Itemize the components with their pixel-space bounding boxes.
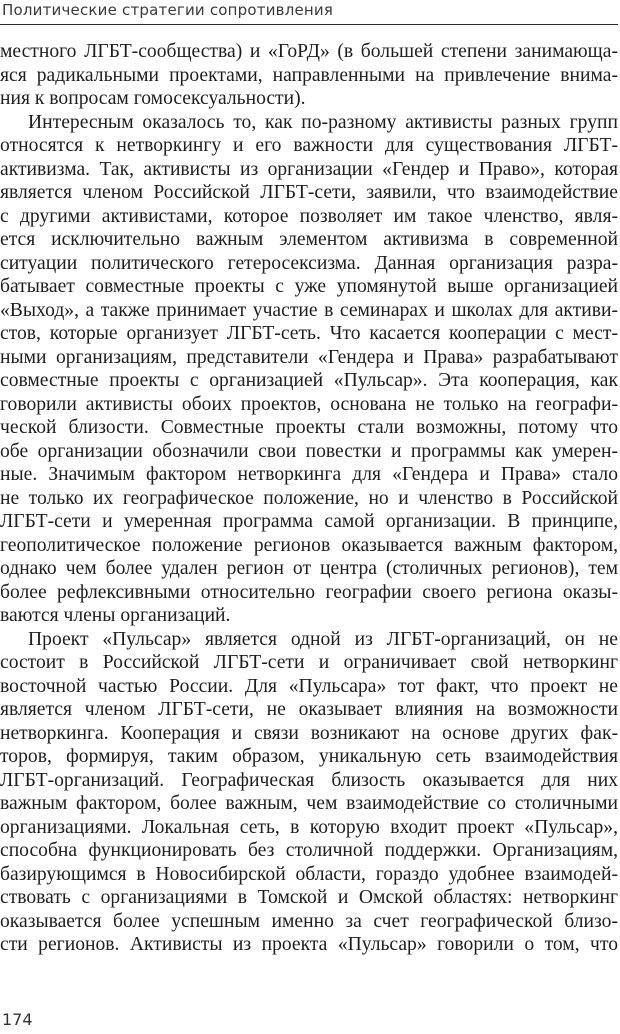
text-line: говорили активисты обоих проектов, основана не только на географи- [0, 393, 618, 415]
text-line: ЛГБТ-организаций. Географическая близость оказывается для них [0, 769, 618, 791]
text-line: важным фактором, более важным, чем взаимодействие со столичными [0, 793, 618, 814]
text-line: батывает совместные проекты с уже упомянутой выше организацией [0, 276, 618, 297]
text-line: обе организации обозначили свои повестки и программы как умерен- [0, 440, 618, 462]
text-line: однако чем более удален регион от центра (столичных регионов), тем [0, 558, 618, 579]
text-line: местного ЛГБТ-сообщества) и «ГоРД» (в большей степени занимающа- [0, 41, 618, 62]
text-line: ными организациям, представители «Гендера и Права» разрабатывают [0, 346, 618, 368]
text-line: ваются члены организаций. [0, 605, 231, 626]
text-line: является членом Российской ЛГБТ-сети, заявили, что взаимодействие [0, 182, 618, 203]
body-text [0, 40, 618, 957]
text-line: ные. Значимым фактором нетворкинга для «Гендера и Права» стало [0, 464, 618, 485]
text-line: яся радикальными проектами, направленными на привлечение внима- [0, 64, 618, 86]
text-line: стов, которые организует ЛГБТ-сеть. Что касается кооперации с мест- [0, 323, 618, 344]
text-line: торов, формируя, таким образом, уникальную сеть взаимодействия [0, 746, 618, 767]
text-line: сти регионов. Активисты из проекта «Пульсар» говорили о том, что [0, 934, 618, 955]
text-line: состоит в Российской ЛГБТ-сети и ограничивает свой нетворкинг [0, 652, 618, 673]
text-line: ствовать с организациями в Томской и Омской областях: нетворкинг [0, 887, 618, 908]
text-line: является членом ЛГБТ-сети, не оказывает влияния на возможности [0, 699, 618, 720]
header-rule [0, 24, 618, 25]
text-line: восточной частью России. Для «Пульсара» тот факт, что проект не [0, 675, 618, 697]
text-line: относятся к нетворкингу и его важности для существования ЛГБТ- [0, 135, 618, 156]
running-head: Политические стратегии сопротивления [2, 1, 334, 19]
text-line: ческой близости. Совместные проекты стали возможны, потому что [0, 417, 618, 438]
text-line: нетворкинга. Кооперация и связи возникают на основе других фак- [0, 722, 618, 744]
text-line: ситуации политического гетеросексизма. Данная организация разра- [0, 252, 618, 274]
text-line: «Выход», а также принимает участие в семинарах и школах для активи- [0, 299, 618, 321]
text-line: ется исключительно важным элементом активизма в современной [0, 229, 618, 250]
text-line: не только их географическое положение, но и членство в Российской [0, 487, 618, 509]
text-line: активизма. Так, активисты из организации «Гендер и Право», которая [0, 158, 618, 180]
text-line: оказывается более успешным именно за счет географической близо- [0, 910, 618, 932]
text-line: совместные проекты с организацией «Пульсар». Эта кооперация, как [0, 370, 618, 391]
text-line: способна функционировать без столичной поддержки. Организациям, [0, 840, 618, 861]
text-line: геополитическое положение регионов оказывается важным фактором, [0, 534, 618, 556]
text-line: базирующимся в Новосибирской области, гораздо удобнее взаимодей- [0, 863, 618, 885]
text-line: Интересным оказалось то, как по-разному активисты разных групп [28, 111, 618, 133]
text-line: ЛГБТ-сети и умеренная программа самой организации. В принципе, [0, 511, 618, 532]
page-number: 174 [2, 1010, 33, 1029]
text-line: организациями. Локальная сеть, в которую входит проект «Пульсар», [0, 816, 618, 838]
text-line: с другими активистами, которое позволяет им такое членство, явля- [0, 205, 618, 227]
text-line: Проект «Пульсар» является одной из ЛГБТ-организаций, он не [28, 628, 618, 650]
text-line: ния к вопросам гомосексуальности). [0, 88, 306, 109]
text-line: более рефлексивными относительно географии своего региона оказы- [0, 581, 618, 603]
